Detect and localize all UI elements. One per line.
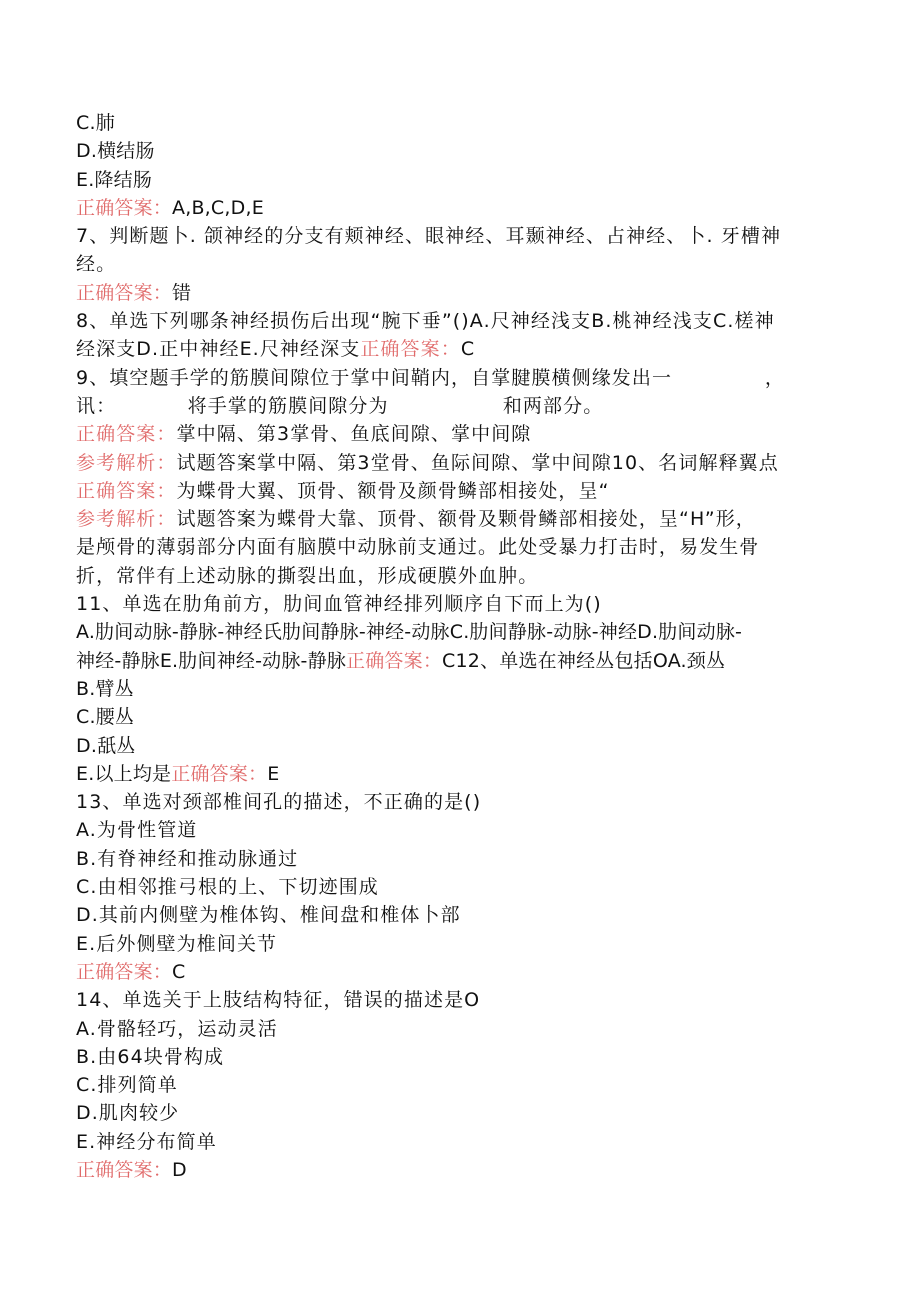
text-line (76, 618, 846, 646)
text-line (76, 873, 846, 901)
answer-label: 正确答案： (346, 649, 443, 672)
line-text: C.由相邻推弓根的上、下切迹围成 (76, 876, 379, 899)
line-text: C.肺 (76, 112, 115, 134)
line-text: C.排列简单 (76, 1074, 178, 1097)
answer-label: 正确答案： (76, 423, 177, 446)
text-line (76, 420, 846, 448)
line-text: D.横结肠 (76, 140, 155, 163)
text-line (76, 562, 846, 590)
line-text: C (460, 338, 476, 361)
text-line (76, 449, 846, 477)
line-text: 神经-静脉E.肋间神经-动脉-静脉 (76, 649, 347, 672)
text-line (76, 250, 846, 278)
line-text: 掌中隔、第3掌骨、鱼底间隙、掌中间隙 (176, 423, 532, 446)
line-text: 试题答案掌中隔、第3堂骨、鱼际间隙、掌中间隙10、名词解释翼点 (176, 451, 779, 474)
text-line (76, 194, 846, 222)
line-text: C.腰丛 (76, 706, 135, 729)
line-text: 试题答案为蝶骨大靠、顶骨、额骨及颗骨鳞部相接处，呈“H”形， (176, 508, 756, 531)
line-text: A.为骨性管道 (76, 819, 198, 842)
answer-label: 正确答案： (76, 196, 173, 219)
text-line (76, 1156, 846, 1184)
line-text: 经。 (76, 253, 117, 276)
text-line (76, 647, 846, 675)
line-text: 为蝶骨大翼、顶骨、额骨及颜骨鳞部相接处，呈“ (176, 479, 610, 502)
answer-label: 正确答案： (76, 281, 173, 304)
line-text: D (172, 1158, 187, 1181)
text-line (76, 335, 846, 363)
text-line (76, 675, 846, 703)
line-text: E (267, 762, 280, 785)
line-text: 错 (172, 281, 192, 304)
answer-label: 正确答案： (76, 960, 173, 983)
line-text: 11、单选在肋角前方，肋间血管神经排列顺序自下而上为() (76, 593, 602, 616)
line-text: 9、填空题手学的筋膜间隙位于掌中间鞘内，自掌腱膜横侧缘发出一 ， (76, 366, 786, 389)
line-text: A.肋间动脉-静脉-神经氏肋间静脉-神经-动脉C.肋间静脉-动脉-神经D.肋间动脉- (76, 621, 743, 644)
line-text: D.舐丛 (76, 734, 136, 757)
text-line (76, 1099, 846, 1127)
text-line (76, 845, 846, 873)
answer-label: 正确答案： (360, 338, 461, 361)
text-line (76, 901, 846, 929)
text-line (76, 222, 846, 250)
line-text: 经深支D.正中神经E.尺神经深支 (76, 338, 361, 361)
text-line (76, 1015, 846, 1043)
line-text: 是颅骨的薄弱部分内面有脑膜中动脉前支通过。此处受暴力打击时，易发生骨 (76, 536, 760, 559)
line-text: E.降结肠 (76, 168, 153, 191)
line-text: E.神经分布简单 (76, 1130, 217, 1153)
answer-label: 参考解析： (76, 508, 177, 531)
line-text: 13、单选对颈部椎间孔的描述，不正确的是() (76, 791, 482, 814)
text-line (76, 166, 846, 194)
text-line (76, 533, 846, 561)
text-line (76, 760, 846, 788)
text-line (76, 788, 846, 816)
line-text: B.由64块骨构成 (76, 1045, 225, 1068)
text-line (76, 1128, 846, 1156)
text-line (76, 505, 846, 533)
line-text: 7、判断题卜. 颌神经的分支有颊神经、眼神经、耳颞神经、占神经、卜. 牙槽神 (76, 225, 782, 248)
text-line (76, 307, 846, 335)
line-text: D.肌肉较少 (76, 1102, 180, 1125)
answer-label: 正确答案： (76, 1158, 173, 1181)
text-line (76, 364, 846, 392)
line-text: 折，常伴有上述动脉的撕裂出血，形成硬膜外血肿。 (76, 564, 539, 587)
text-line (76, 1043, 846, 1071)
line-text: E.后外侧壁为椎间关节 (76, 932, 278, 955)
line-text: E.以上均是 (76, 762, 172, 785)
answer-label: 正确答案： (76, 479, 177, 502)
text-line (76, 279, 846, 307)
text-line (76, 986, 846, 1014)
answer-label: 正确答案： (171, 762, 268, 785)
text-line (76, 392, 846, 420)
text-line (76, 1071, 846, 1099)
text-line (76, 816, 846, 844)
line-text: 讯： 将手掌的筋膜间隙分为 和两部分。 (76, 394, 604, 417)
line-text: B.有脊神经和推动脉通过 (76, 847, 299, 870)
line-text: C12、单选在神经丛包括OA.颈丛 (442, 649, 726, 672)
answer-label: 参考解析： (76, 451, 177, 474)
line-text: A,B,C,D,E (172, 196, 264, 219)
text-line (76, 477, 846, 505)
line-text: 8、单选下列哪条神经损伤后出现“腕下垂”()A.尺神经浅支B.桃神经浅支C.槎神 (76, 310, 775, 333)
text-line (76, 590, 846, 618)
line-text: 14、单选关于上肢结构特征，错误的描述是O (76, 989, 481, 1012)
text-line (76, 703, 846, 731)
text-line (76, 732, 846, 760)
text-line (76, 930, 846, 958)
text-line (76, 958, 846, 986)
line-text: A.骨骼轻巧，运动灵活 (76, 1017, 278, 1040)
exam-text-body (76, 109, 846, 1184)
line-text: B.臂丛 (76, 677, 134, 700)
text-line (76, 109, 846, 137)
line-text: D.其前内侧壁为椎体钩、椎间盘和椎体卜部 (76, 904, 461, 927)
text-line (76, 137, 846, 165)
line-text: C (172, 960, 186, 983)
